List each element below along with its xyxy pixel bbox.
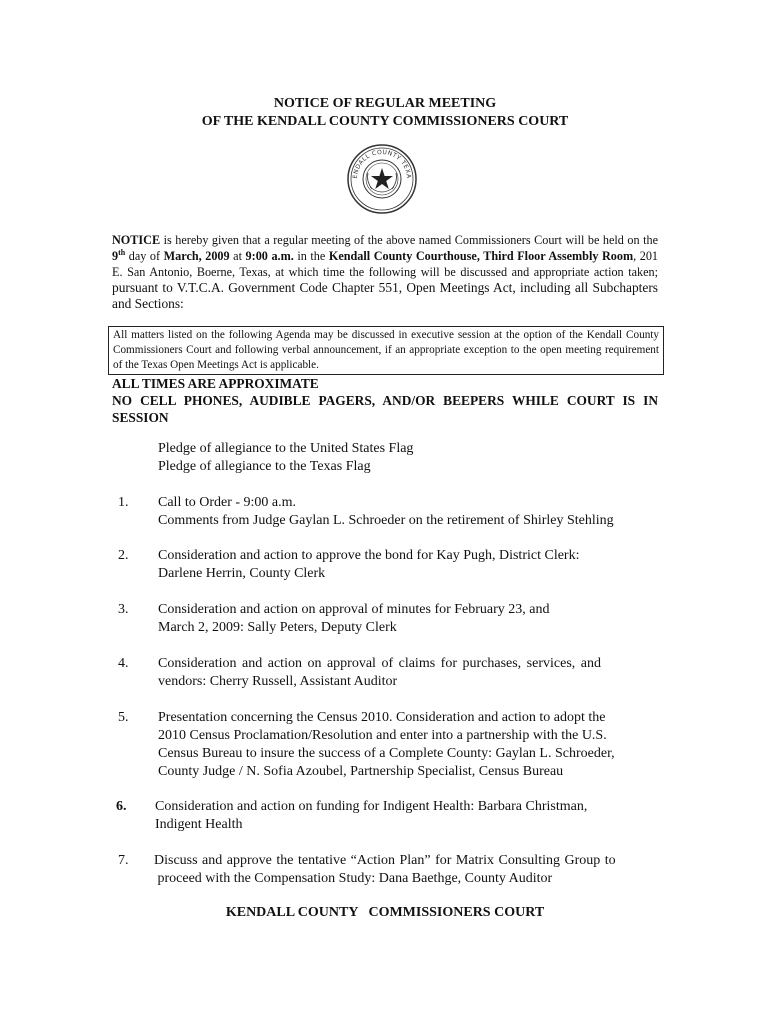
agenda-item [158, 601, 658, 637]
notice-text-2: day of [125, 249, 164, 263]
agenda-item [155, 798, 655, 834]
item-line: County Judge / N. Sofia Azoubel, Partnership Specialist, Census Bureau [158, 764, 564, 779]
item-line: Darlene Herrin, County Clerk [158, 566, 326, 581]
item-number: 1. [118, 495, 129, 510]
item-number: 2. [118, 548, 129, 563]
county-seal-icon [346, 143, 418, 215]
caps-line-1: ALL TIMES ARE APPROXIMATE [112, 376, 319, 391]
agenda-item [158, 547, 658, 583]
item-line: March 2, 2009: Sally Peters, Deputy Clerk [158, 620, 397, 635]
item-line: proceed with the Compensation Study: Dana Baethge, County Auditor [154, 871, 553, 886]
item-line: Census Bureau to insure the success of a Complete County: Gaylan L. Schroeder, [158, 746, 615, 761]
notice-location: Kendall County Courthouse, Third Floor Assembly Room [328, 249, 634, 263]
item-line: Presentation concerning the Census 2010. Consideration and action to adopt the [158, 710, 606, 725]
item-line: Consideration and action on funding for Indigent Health: Barbara Christman, [155, 799, 588, 814]
notice-lead: NOTICE [112, 233, 161, 247]
footer-signature: KENDALL COUNTY COMMISSIONERS COURT [225, 905, 545, 920]
notice-paragraph [112, 232, 658, 312]
item-number: 7. [118, 853, 129, 868]
item-line: Discuss and approve the tentative “Action Plan” for Matrix Consulting Group to [154, 853, 616, 868]
pledge-texas-flag: Pledge of allegiance to the Texas Flag [158, 459, 371, 474]
notice-time: 9:00 a.m. [245, 249, 294, 263]
item-line: Consideration and action on approval of claims for purchases, services, and [158, 656, 601, 671]
notice-text-3: at [229, 249, 246, 263]
county-seal [346, 143, 418, 215]
item-line: 2010 Census Proclamation/Resolution and enter into a partnership with the U.S. [158, 728, 607, 743]
title-line-1: NOTICE OF REGULAR MEETING [273, 96, 497, 111]
pledge-us-flag: Pledge of allegiance to the United States Flag [158, 441, 414, 456]
agenda-item [158, 709, 658, 781]
item-line: Call to Order - 9:00 a.m. [158, 495, 297, 510]
notice-day-suffix: th [118, 247, 126, 257]
item-number: 4. [118, 656, 129, 671]
item-line: Indigent Health [155, 817, 243, 832]
notice-text-1: is hereby given that a regular meeting of the above named Commissioners Court will be held on the [160, 233, 658, 247]
caps-line-2: NO CELL PHONES, AUDIBLE PAGERS, AND/OR BEEPERS WHILE COURT IS IN SESSION [112, 393, 658, 425]
notice-text-4: in the [293, 249, 329, 263]
agenda-item [154, 852, 654, 888]
item-number: 5. [118, 710, 129, 725]
caps-notice [112, 375, 658, 426]
item-line: Consideration and action on approval of minutes for February 23, and [158, 602, 550, 617]
seal-text: ENDALL COUNTY TEXA [351, 148, 413, 180]
item-line: Comments from Judge Gaylan L. Schroeder on the retirement of Shirley Stehling [158, 513, 614, 528]
item-number: 3. [118, 602, 129, 617]
item-line: Consideration and action to approve the bond for Kay Pugh, District Clerk: [158, 548, 580, 563]
notice-text-6: pursuant to V.T.C.A. Government Code Chapter 551, Open Meetings Act, including all Subchapters and Sections: [112, 280, 658, 311]
item-line: vendors: Cherry Russell, Assistant Auditor [158, 674, 398, 689]
executive-session-box: All matters listed on the following Agenda may be discussed in executive session at the option of the Kendall County Commissioners Court and following verbal announcement, if an appropriate exception to the open meeting requirement of the Texas Open Meetings Act is applicable. [108, 326, 664, 375]
item-number: 6. [116, 799, 127, 814]
agenda-item [158, 494, 658, 530]
title-line-2: OF THE KENDALL COUNTY COMMISSIONERS COURT [201, 114, 569, 129]
notice-text-5: , 201 E. San Antonio, Boerne, Texas, at which time the following will be discussed and appropriate action taken; [112, 249, 659, 279]
notice-date: March, 2009 [163, 249, 230, 263]
agenda-item [158, 655, 658, 691]
notice-day: 9 [112, 249, 119, 263]
